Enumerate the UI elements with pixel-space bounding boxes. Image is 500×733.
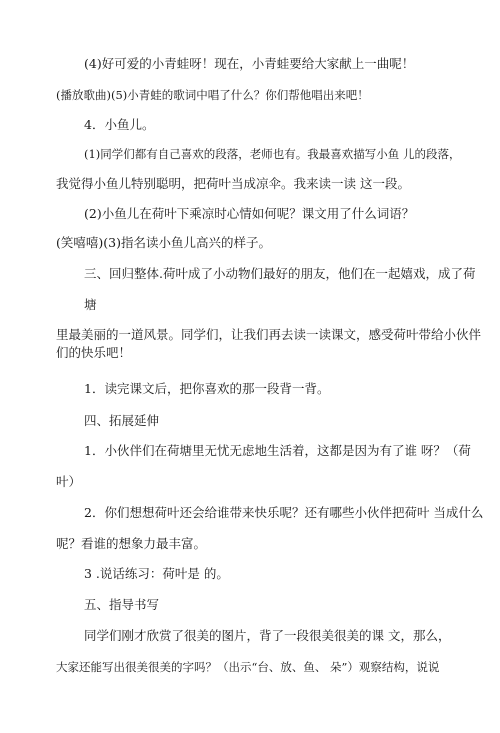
text-line-11: 们的快乐吧！ — [56, 345, 132, 360]
text-line-18: 3 .说话练习：荷叶是 的。 — [84, 566, 229, 581]
text-line-7: (笑嘻嘻)(3)指名读小鱼儿高兴的样子。 — [56, 235, 271, 250]
text-line-10: 里最美丽的一道风景。同学们，让我们再去读一读课文，感受荷叶带给小伙伴 — [56, 327, 482, 342]
text-line-9: 塘 — [84, 297, 97, 312]
text-line-20: 同学们刚才欣赏了很美的图片，背了一段很美很美的课 文，那么， — [84, 628, 451, 643]
text-line-12: 1．读完课文后，把你喜欢的那一段背一背。 — [84, 381, 330, 396]
text-line-17: 呢？看谁的想象力最丰富。 — [56, 536, 207, 551]
text-line-2: (播放歌曲)(5)小青蛙的歌词中唱了什么？你们帮他唱出来吧！ — [56, 88, 369, 102]
text-line-4: (1)同学们都有自己喜欢的段落，老师也有。我最喜欢描写小鱼 儿的段落， — [84, 147, 461, 161]
text-line-3: 4．小鱼儿。 — [84, 117, 155, 132]
text-line-19: 五、指导书写 — [84, 597, 160, 612]
text-line-13: 四、拓展延伸 — [84, 413, 160, 428]
text-line-1: (4)好可爱的小青蛙呀！现在，小青蛙要给大家献上一曲呢！ — [84, 56, 415, 71]
text-line-21: 大家还能写出很美很美的字吗？（出示“台、放、鱼、 朵”）观察结构，说说 — [56, 660, 440, 674]
text-line-16: 2．你们想想荷叶还会给谁带来快乐呢？还有哪些小伙伴把荷叶 当成什么 — [84, 505, 484, 520]
text-line-6: (2)小鱼儿在荷叶下乘凉时心情如何呢？课文用了什么词语？ — [84, 206, 415, 221]
text-line-5: 我觉得小鱼儿特别聪明，把荷叶当成凉伞。我来读一读 这一段。 — [56, 176, 410, 191]
text-line-8: 三、回归整体.荷叶成了小动物们最好的朋友，他们在一起嬉戏，成了荷 — [84, 266, 476, 281]
text-line-15: 叶） — [56, 474, 82, 489]
text-line-14: 1．小伙伴们在荷塘里无忧无虑地生活着，这都是因为有了谁 呀？（荷 — [84, 443, 471, 458]
